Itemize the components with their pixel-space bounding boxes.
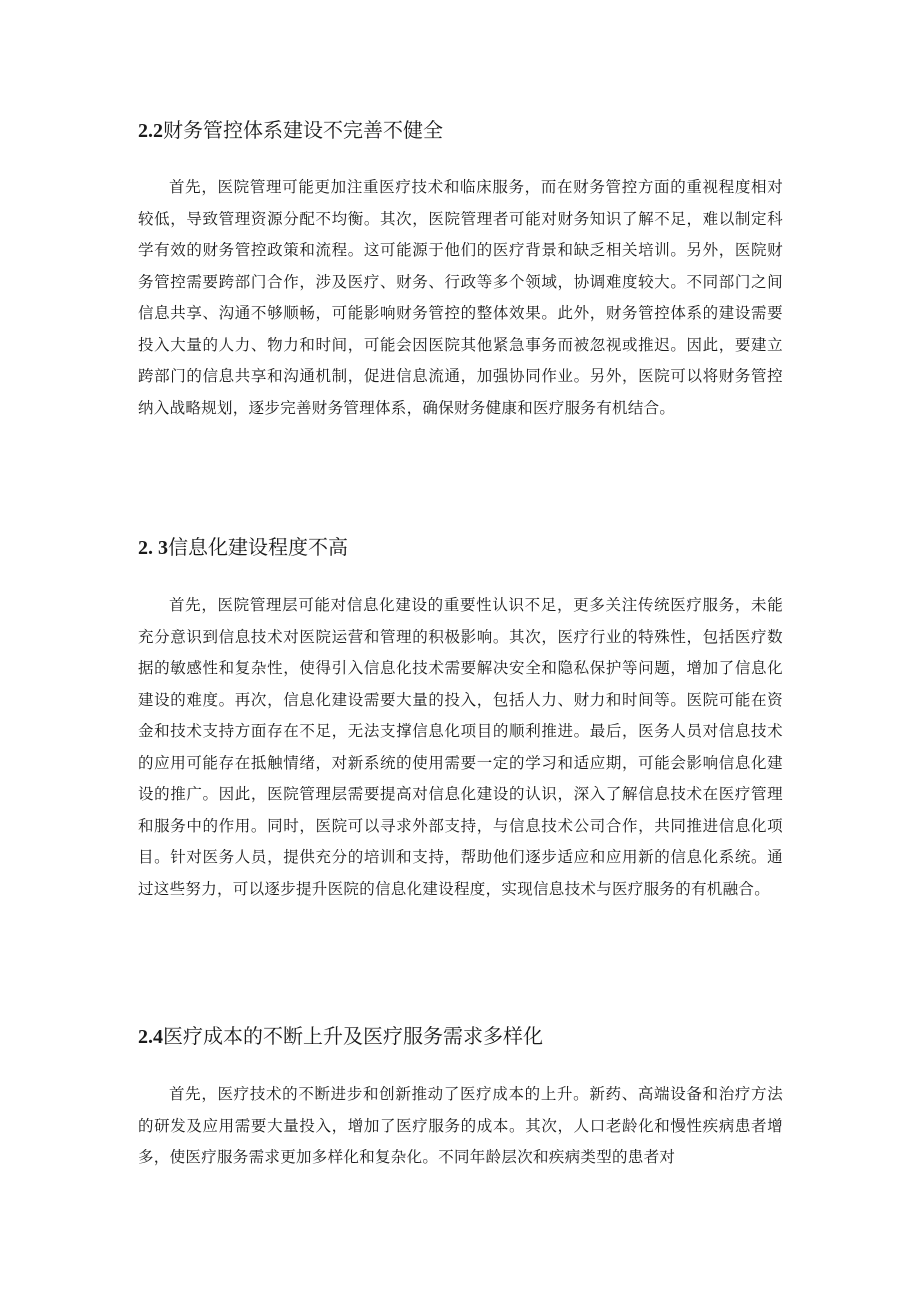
section-heading-2-2 bbox=[138, 116, 788, 145]
section-title: 信息化建设程度不高 bbox=[168, 535, 348, 559]
section-number: 2.4 bbox=[138, 1026, 163, 1048]
section-number: 2. 3 bbox=[138, 537, 168, 559]
section-body-paragraph: 首先，医院管理可能更加注重医疗技术和临床服务，而在财务管控方面的重视程度相对较低，导致管理资源分配不均衡。其次，医院管理者可能对财务知识了解不足，难以制定科学有效的财务管控政策和流程。这可能源于他们的医疗背景和缺乏相关培训。另外，医院财务管控需要跨部门合作，涉及医疗、财务、行政等多个领域，协调难度较大。不同部门之间信息共享、沟通不够顺畅，可能影响财务管控的整体效果。此外，财务管控体系的建设需要投入大量的人力、物力和时间，可能会因医院其他紧急事务而被忽视或推迟。因此，要建立跨部门的信息共享和沟通机制，促进信息流通，加强协同作业。另外，医院可以将财务管控纳入战略规划，逐步完善财务管理体系，确保财务健康和医疗服务有机结合。 bbox=[138, 178, 783, 417]
section-title: 医疗成本的不断上升及医疗服务需求多样化 bbox=[163, 1024, 543, 1048]
section-title: 财务管控体系建设不完善不健全 bbox=[163, 118, 443, 142]
section-heading-2-4 bbox=[138, 1022, 788, 1051]
section-number: 2.2 bbox=[138, 120, 163, 142]
section-body-paragraph: 首先，医院管理层可能对信息化建设的重要性认识不足，更多关注传统医疗服务，未能充分意识到信息技术对医院运营和管理的积极影响。其次，医疗行业的特殊性，包括医疗数据的敏感性和复杂性，使得引入信息化技术需要解决安全和隐私保护等问题，增加了信息化建设的难度。再次，信息化建设需要大量的投入，包括人力、财力和时间等。医院可能在资金和技术支持方面存在不足，无法支撑信息化项目的顺利推进。最后，医务人员对信息技术的应用可能存在抵触情绪，对新系统的使用需要一定的学习和适应期，可能会影响信息化建设的推广。因此，医院管理层需要提高对信息化建设的认识，深入了解信息技术在医疗管理和服务中的作用。同时，医院可以寻求外部支持，与信息技术公司合作，共同推进信息化项目。针对医务人员，提供充分的培训和支持，帮助他们逐步适应和应用新的信息化系统。通过这些努力，可以逐步提升医院的信息化建设程度，实现信息技术与医疗服务的有机融合。 bbox=[138, 596, 783, 898]
section-body-paragraph: 首先，医疗技术的不断进步和创新推动了医疗成本的上升。新药、高端设备和治疗方法的研发及应用需要大量投入，增加了医疗服务的成本。其次，人口老龄化和慢性疾病患者增多，使医疗服务需求更加多样化和复杂化。不同年龄层次和疾病类型的患者对 bbox=[138, 1085, 783, 1166]
section-heading-2-3 bbox=[138, 533, 788, 562]
